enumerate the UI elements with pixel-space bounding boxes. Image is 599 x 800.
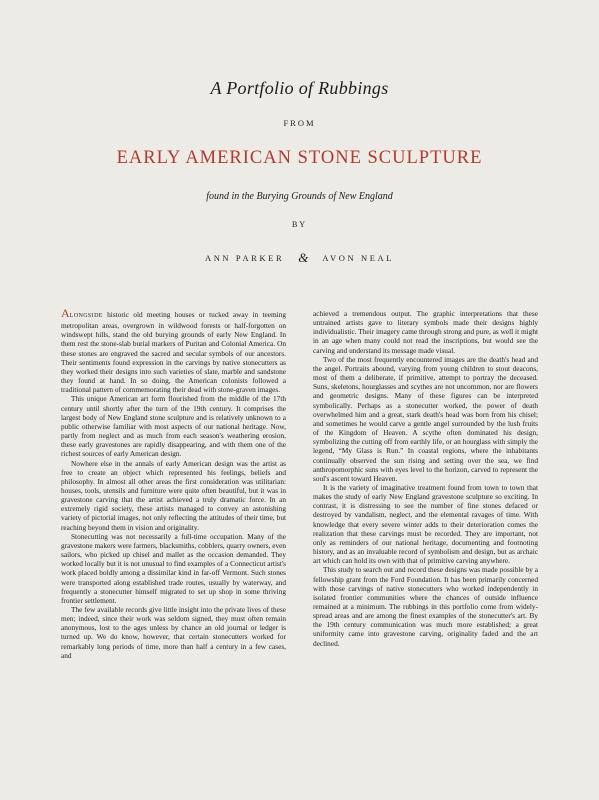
main-title: EARLY AMERICAN STONE SCULPTURE xyxy=(116,148,483,168)
paragraph: Stonecutting was not necessarily a full-time occupation. Many of the gravestone makers were farmers, blacksmiths, cobblers, quarry owners, even sailors, who picked up chisel and mallet as the occasion demanded. They worked locally but it is not unusual to find examples of a Connecticut artist's work placed boldly among a dissimilar kind in far-off Vermont. Such stones were transported along established trade routes, usually by waterway, and frequently a stonecutter himself migrated to set up shop in some thriving frontier settlement. xyxy=(61,531,286,605)
authors-line xyxy=(0,249,599,265)
first-word: LONGSIDE xyxy=(69,313,103,319)
author-avon-neal: AVON NEAL xyxy=(322,253,395,263)
ampersand: & xyxy=(298,250,309,265)
subtitle: found in the Burying Grounds of New England xyxy=(206,191,393,202)
drop-cap: A xyxy=(61,306,70,320)
paragraph: The few available records give little insight into the private lives of these men; indeed, since their work was seldom signed, they must often remain anonymous, lost to the ages unless by chance an old journal or ledger is turned up. We do know, however, that certain stonecutters worked for remarkably long periods of time, more than half a century in a few cases, and xyxy=(61,605,286,660)
paragraph: It is the variety of imaginative treatment found from town to town that makes the study of early New England gravestone sculpture so exciting. In contrast, it is distressing to see the number of fine stones defaced or destroyed by vandalism, neglect, and the elemental ravages of time. With knowledge that every severe winter adds to their deterioration comes the realization that these carvings must be recorded. They are important, not only as reminders of our national heritage, documenting and footnoting history, and as an invaluable record of symbolism and design, but as archaic art which can hold its own with that of primitive carving anywhere. xyxy=(313,482,538,566)
author-ann-parker: ANN PARKER xyxy=(204,253,285,263)
paragraph: Nowhere else in the annals of early American design was the artist as free to create an object which represented his feelings, beliefs and philosophy. In almost all other areas the first consideration was utilitarian: houses, tools, utensils and furniture were quite often beautiful, but it was in gravestone carving that the artist achieved a truly dramatic force. In an extremely rigid society, these artists managed to convey an astonishing variety of pictorial images, not only reflecting the attitudes of their time, but reaching beyond them in vision and originality. xyxy=(61,458,286,532)
paragraph: This unique American art form flourished from the middle of the 17th century until shortly after the turn of the 19th century. It comprises the largest body of New England stone sculpture and is relatively unknown to a public otherwise familiar with most aspects of our national heritage. Now, partly from neglect and as much from each season's weathering erosion, these early gravestones are rapidly disappearing, and with them one of the richest sources of early American design. xyxy=(61,394,286,459)
left-column xyxy=(61,306,286,660)
from-label: FROM xyxy=(283,118,316,128)
portfolio-title: A Portfolio of Rubbings xyxy=(210,78,389,98)
paragraph: This study to search out and record these designs was made possible by a fellowship grant from the Ford Foundation. It has been primarily concerned with those carvings of native stonecutters who worked independently in isolated frontier communities where the chances of outside influence remained at a minimum. The rubbings in this portfolio come from widely-spread areas and are among the finest examples of the stonecutter's art. By the 19th century communication was much more established; a great uniformity came into gravestone carving, originality faded and the art declined. xyxy=(313,565,538,648)
paragraph: achieved a tremendous output. The graphic interpretations that these untrained artists gave to literary symbols made their designs highly individualistic. Their imagery came through strong and pure, as well it might in an age when many could not read the inscriptions, but would see the carving and understand its message made visual. xyxy=(313,309,538,355)
paragraph: Two of the most frequently encountered images are the death's head and the angel. Portraits abound, varying from young children to stout deacons, most of them a deliberate, if primitive, attempt to portray the deceased. Suns, skeletons, hourglasses and scythes are not uncommon, nor are flowers and geometric designs. Many of these figures can be interpreted symbolically. Perhaps as a stonecutter worked, the power of death overwhelmed him and a great, stark death's head was born from his chisel; and sometimes he would carve a gentle angel surrounded by the lush fruits of the Kingdom of Heaven. A scythe often dominated his design, symbolizing the cutting off from earthly life, or an hourglass with simply the legend, “My Glass is Run.” In coastal regions, where the inhabitants continually observed the sun rising and setting over the sea, we find anthropomorphic suns with eyes level to the horizon, carved to represent the soul's ascent toward Heaven. xyxy=(313,354,538,483)
right-column xyxy=(313,309,538,648)
paragraph-text: historic old meeting houses or tucked away in teeming metropolitan areas, overgrown in wildwood forests or half-forgotten on windswept hills, stand the old burying grounds of early New England. In them rest the stone-slab burial markers of Puritan and Colonial America. On these stones are engraved the sacred and secular symbols of our ancestors. Their sentiments found expression in the carvings by native stonecutters as they worked their designs into such varieties of slate, marble and sandstone they found at hand. In so doing, the American colonists followed a traditional pattern of commemorating their dead with stone-graven images. xyxy=(61,310,286,395)
by-label: BY xyxy=(291,220,308,229)
paragraph xyxy=(61,306,286,395)
